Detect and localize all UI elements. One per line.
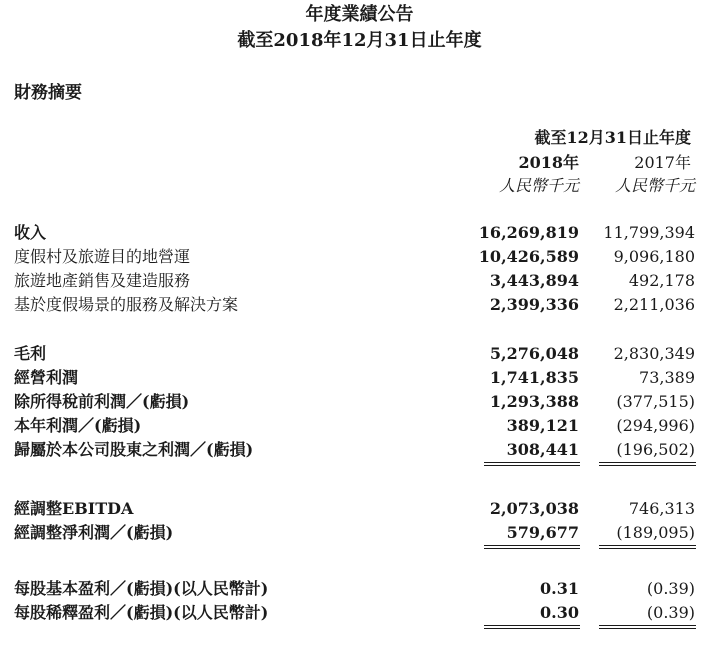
column-unit-2018: 人民幣千元 bbox=[498, 176, 579, 195]
table-row bbox=[0, 342, 719, 366]
value-2018: 16,269,819 bbox=[478, 223, 579, 242]
total-underline bbox=[599, 628, 696, 629]
value-2018: 10,426,589 bbox=[478, 247, 579, 266]
value-2018: 579,677 bbox=[506, 523, 579, 542]
value-2017: (294,996) bbox=[616, 416, 695, 435]
row-label: 歸屬於本公司股東之利潤／(虧損) bbox=[14, 440, 254, 459]
value-2018: 1,293,388 bbox=[489, 392, 579, 411]
table-row bbox=[0, 414, 719, 438]
total-underline bbox=[484, 465, 580, 466]
value-2017: (189,095) bbox=[616, 523, 695, 542]
row-label: 每股稀釋盈利／(虧損)(以人民幣計) bbox=[14, 603, 269, 622]
column-unit-2017: 人民幣千元 bbox=[614, 176, 695, 195]
row-label: 經營利潤 bbox=[14, 368, 79, 387]
total-underline bbox=[484, 628, 580, 629]
value-2017: 73,389 bbox=[639, 368, 695, 387]
row-label: 除所得稅前利潤／(虧損) bbox=[14, 392, 190, 411]
total-underline bbox=[599, 465, 696, 466]
row-label: 經調整淨利潤／(虧損) bbox=[14, 523, 174, 542]
table-row bbox=[0, 293, 719, 317]
value-2018: 1,741,835 bbox=[489, 368, 579, 387]
total-underline bbox=[599, 462, 696, 463]
row-label: 收入 bbox=[14, 223, 47, 242]
value-2017: (0.39) bbox=[646, 579, 695, 598]
column-year-2018: 2018年 bbox=[518, 153, 579, 172]
value-2017: (196,502) bbox=[616, 440, 695, 459]
table-row bbox=[0, 521, 719, 545]
table-row bbox=[0, 245, 719, 269]
value-2018: 2,399,336 bbox=[489, 295, 579, 314]
table-row bbox=[0, 221, 719, 245]
document-subtitle: 截至2018年12月31日止年度 bbox=[237, 30, 482, 51]
row-label: 毛利 bbox=[14, 344, 47, 363]
value-2018: 2,073,038 bbox=[489, 499, 579, 518]
table-row bbox=[0, 269, 719, 293]
table-row bbox=[0, 577, 719, 601]
total-underline bbox=[599, 548, 696, 549]
value-2017: 2,830,349 bbox=[613, 344, 695, 363]
value-2018: 0.30 bbox=[540, 603, 579, 622]
value-2017: 746,313 bbox=[628, 499, 695, 518]
total-underline bbox=[599, 545, 696, 546]
table-row bbox=[0, 601, 719, 625]
row-label: 本年利潤／(虧損) bbox=[14, 416, 142, 435]
value-2017: 11,799,394 bbox=[603, 223, 695, 242]
total-underline bbox=[484, 625, 580, 626]
total-underline bbox=[484, 545, 580, 546]
value-2018: 3,443,894 bbox=[489, 271, 579, 290]
value-2017: 2,211,036 bbox=[613, 295, 695, 314]
table-row bbox=[0, 366, 719, 390]
value-2018: 0.31 bbox=[540, 579, 579, 598]
row-label: 每股基本盈利／(虧損)(以人民幣計) bbox=[14, 579, 269, 598]
column-year-2017: 2017年 bbox=[634, 153, 691, 172]
section-title: 財務摘要 bbox=[14, 83, 82, 103]
value-2017: (377,515) bbox=[616, 392, 695, 411]
value-2017: 9,096,180 bbox=[613, 247, 695, 266]
value-2017: (0.39) bbox=[646, 603, 695, 622]
total-underline bbox=[599, 625, 696, 626]
total-underline bbox=[484, 548, 580, 549]
table-row bbox=[0, 438, 719, 462]
table-row bbox=[0, 497, 719, 521]
value-2018: 5,276,048 bbox=[489, 344, 579, 363]
value-2018: 308,441 bbox=[506, 440, 579, 459]
value-2018: 389,121 bbox=[506, 416, 579, 435]
total-underline bbox=[484, 462, 580, 463]
row-label: 旅遊地產銷售及建造服務 bbox=[14, 271, 191, 290]
document-title: 年度業績公告 bbox=[305, 4, 414, 25]
column-period-header: 截至12月31日止年度 bbox=[534, 128, 691, 147]
table-row bbox=[0, 390, 719, 414]
row-label: 度假村及旅遊目的地營運 bbox=[14, 247, 191, 266]
value-2017: 492,178 bbox=[628, 271, 695, 290]
row-label: 經調整EBITDA bbox=[14, 499, 134, 518]
row-label: 基於度假場景的服務及解決方案 bbox=[14, 295, 239, 314]
